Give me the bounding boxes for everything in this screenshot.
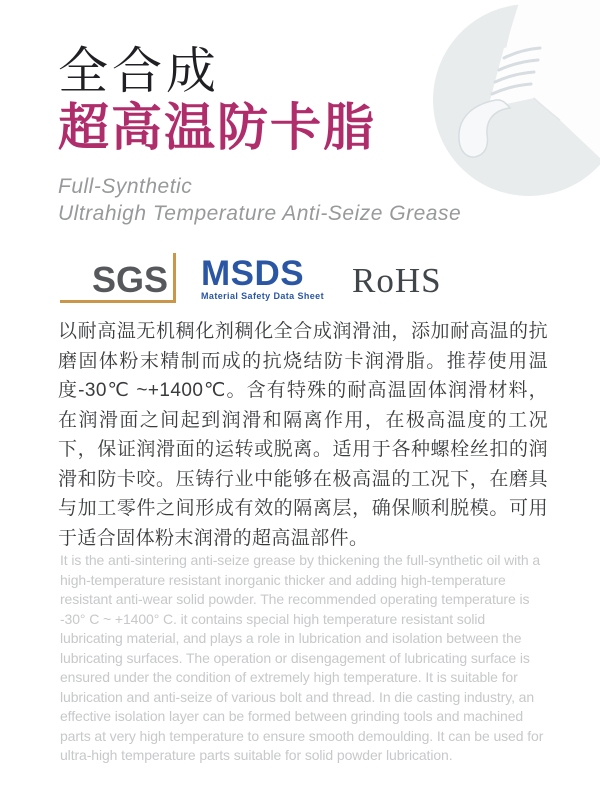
sgs-logo-accent-line — [173, 253, 176, 303]
subtitle-line-2: Ultrahigh Temperature Anti-Seize Grease — [58, 202, 462, 225]
sgs-logo — [60, 253, 173, 303]
page-title-cn: 全合成 — [58, 43, 220, 99]
msds-logo-sublabel: Material Safety Data Sheet — [201, 291, 324, 301]
msds-logo — [201, 254, 324, 303]
description-english: It is the anti-sintering anti-seize grease by thickening the full-synthetic oil with a high-temperature resistant inorganic thicker and adding high-temperature resistant anti-wear solid powder. The recommended operating temperature is -30° C ~ +1400° C. it contains special high temperature resistant solid lubricating material, and plays a role in lubrication and isolation between the lubricating surfaces. The operation or disengagement of lubricating surface is ensured under the condition of extremely high temperature. It is suitable for lubrication and anti-seize of various bolt and thread. In die casting industry, an effective isolation layer can be formed between grinding tools and machined parts at very high temperature to ensure smooth demoulding. It can be used for ultra-high temperature parts suitable for solid powder lubrication. — [60, 552, 544, 763]
page-title-cn-accent: 超高温防卡脂 — [58, 99, 377, 156]
msds-logo-label: MSDS — [201, 254, 305, 293]
sgs-logo-label: SGS — [92, 259, 169, 300]
page-subtitle-en — [58, 173, 461, 227]
header — [58, 42, 461, 227]
certification-logos — [60, 250, 442, 303]
rohs-logo: RoHS — [351, 261, 442, 300]
description-chinese: 以耐高温无机稠化剂稠化全合成润滑油，添加耐高温的抗磨固体粉末精制而成的抗烧结防卡润滑脂。推荐使用温度-30℃ ~+1400℃。含有特殊的耐高温固体润滑材料，在润滑面之间起到润滑和隔离作用，在极高温度的工况下，保证润滑面的运转或脱离。适用于各种螺栓丝扣的润滑和防卡咬。压铸行业中能够在极高温的工况下，在磨具与加工零件之间形成有效的隔离层，确保顺利脱模。可用于适合固体粉末润滑的超高温部件。 — [58, 321, 548, 549]
subtitle-line-1: Full-Synthetic — [58, 175, 193, 198]
